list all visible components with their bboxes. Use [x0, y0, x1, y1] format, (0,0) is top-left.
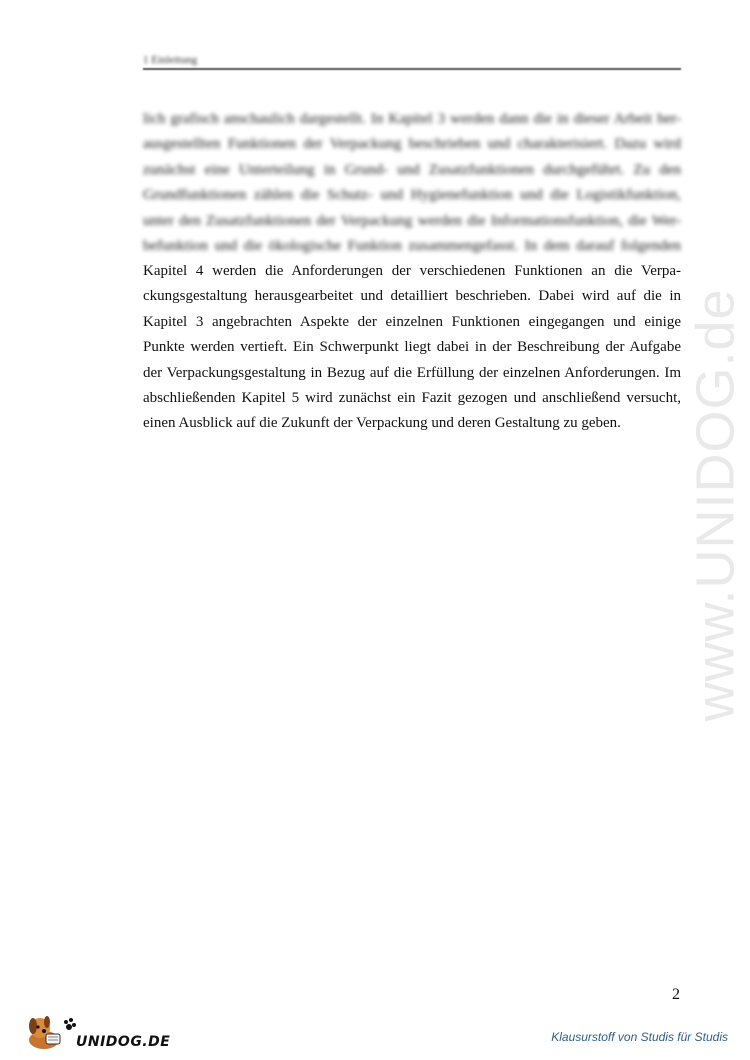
text-line: Grundfunktionen zählen die Schutz- und Hygienefunktion und die Logistikfunktion, [143, 187, 681, 204]
dog-icon [22, 1008, 78, 1052]
text-line: unter den Zusatzfunktionen der Verpackung werden die Informationsfunktion, die Wer- [143, 212, 681, 229]
text-line: ckungsgestaltung herausgearbeitet und detailliert beschrieben. Dabei wird auf die in [143, 288, 681, 305]
text-line: zunächst eine Unterteilung in Grund- und Zusatzfunktionen durchgeführt. Zu den [143, 161, 681, 178]
footer-tagline: Klausurstoff von Studis für Studis [551, 1030, 728, 1044]
text-line: ausgestellten Funktionen der Verpackung beschrieben und charakterisiert. Dazu wird [143, 136, 681, 153]
text-line: Punkte werden vertieft. Ein Schwerpunkt liegt dabei in der Beschreibung der Aufgabe [143, 339, 681, 356]
text-line: Kapitel 3 angebrachten Aspekte der einzelnen Funktionen eingegangen und einige [143, 313, 681, 330]
text-line: lich grafisch anschaulich dargestellt. In Kapitel 3 werden dann die in dieser Arbeit her- [143, 111, 681, 127]
unidog-logo[interactable] [22, 1008, 171, 1052]
text-line: abschließenden Kapitel 5 wird zunächst ein Fazit gezogen und anschließend versucht, [143, 389, 681, 406]
page-number: 2 [672, 986, 680, 1003]
body-paragraph [143, 259, 681, 437]
running-header: 1 Einleitung [143, 54, 198, 66]
watermark [686, 270, 746, 740]
text-line: der Verpackungsgestaltung in Bezug auf die Erfüllung der einzelnen Anforderungen. Im [143, 364, 681, 381]
logo-text: UNIDOG.DE [76, 1034, 171, 1050]
watermark-text: www.UNIDOG.de [686, 288, 746, 722]
text-line: Kapitel 4 werden die Anforderungen der verschiedenen Funktionen an die Verpa- [143, 263, 681, 279]
header-rule [143, 68, 681, 70]
text-line: befunktion und die ökologische Funktion zusammengefasst. In dem darauf folgenden [143, 237, 681, 254]
blurred-paragraph [143, 107, 681, 259]
text-line: einen Ausblick auf die Zukunft der Verpackung und deren Gestaltung zu geben. [143, 415, 621, 432]
